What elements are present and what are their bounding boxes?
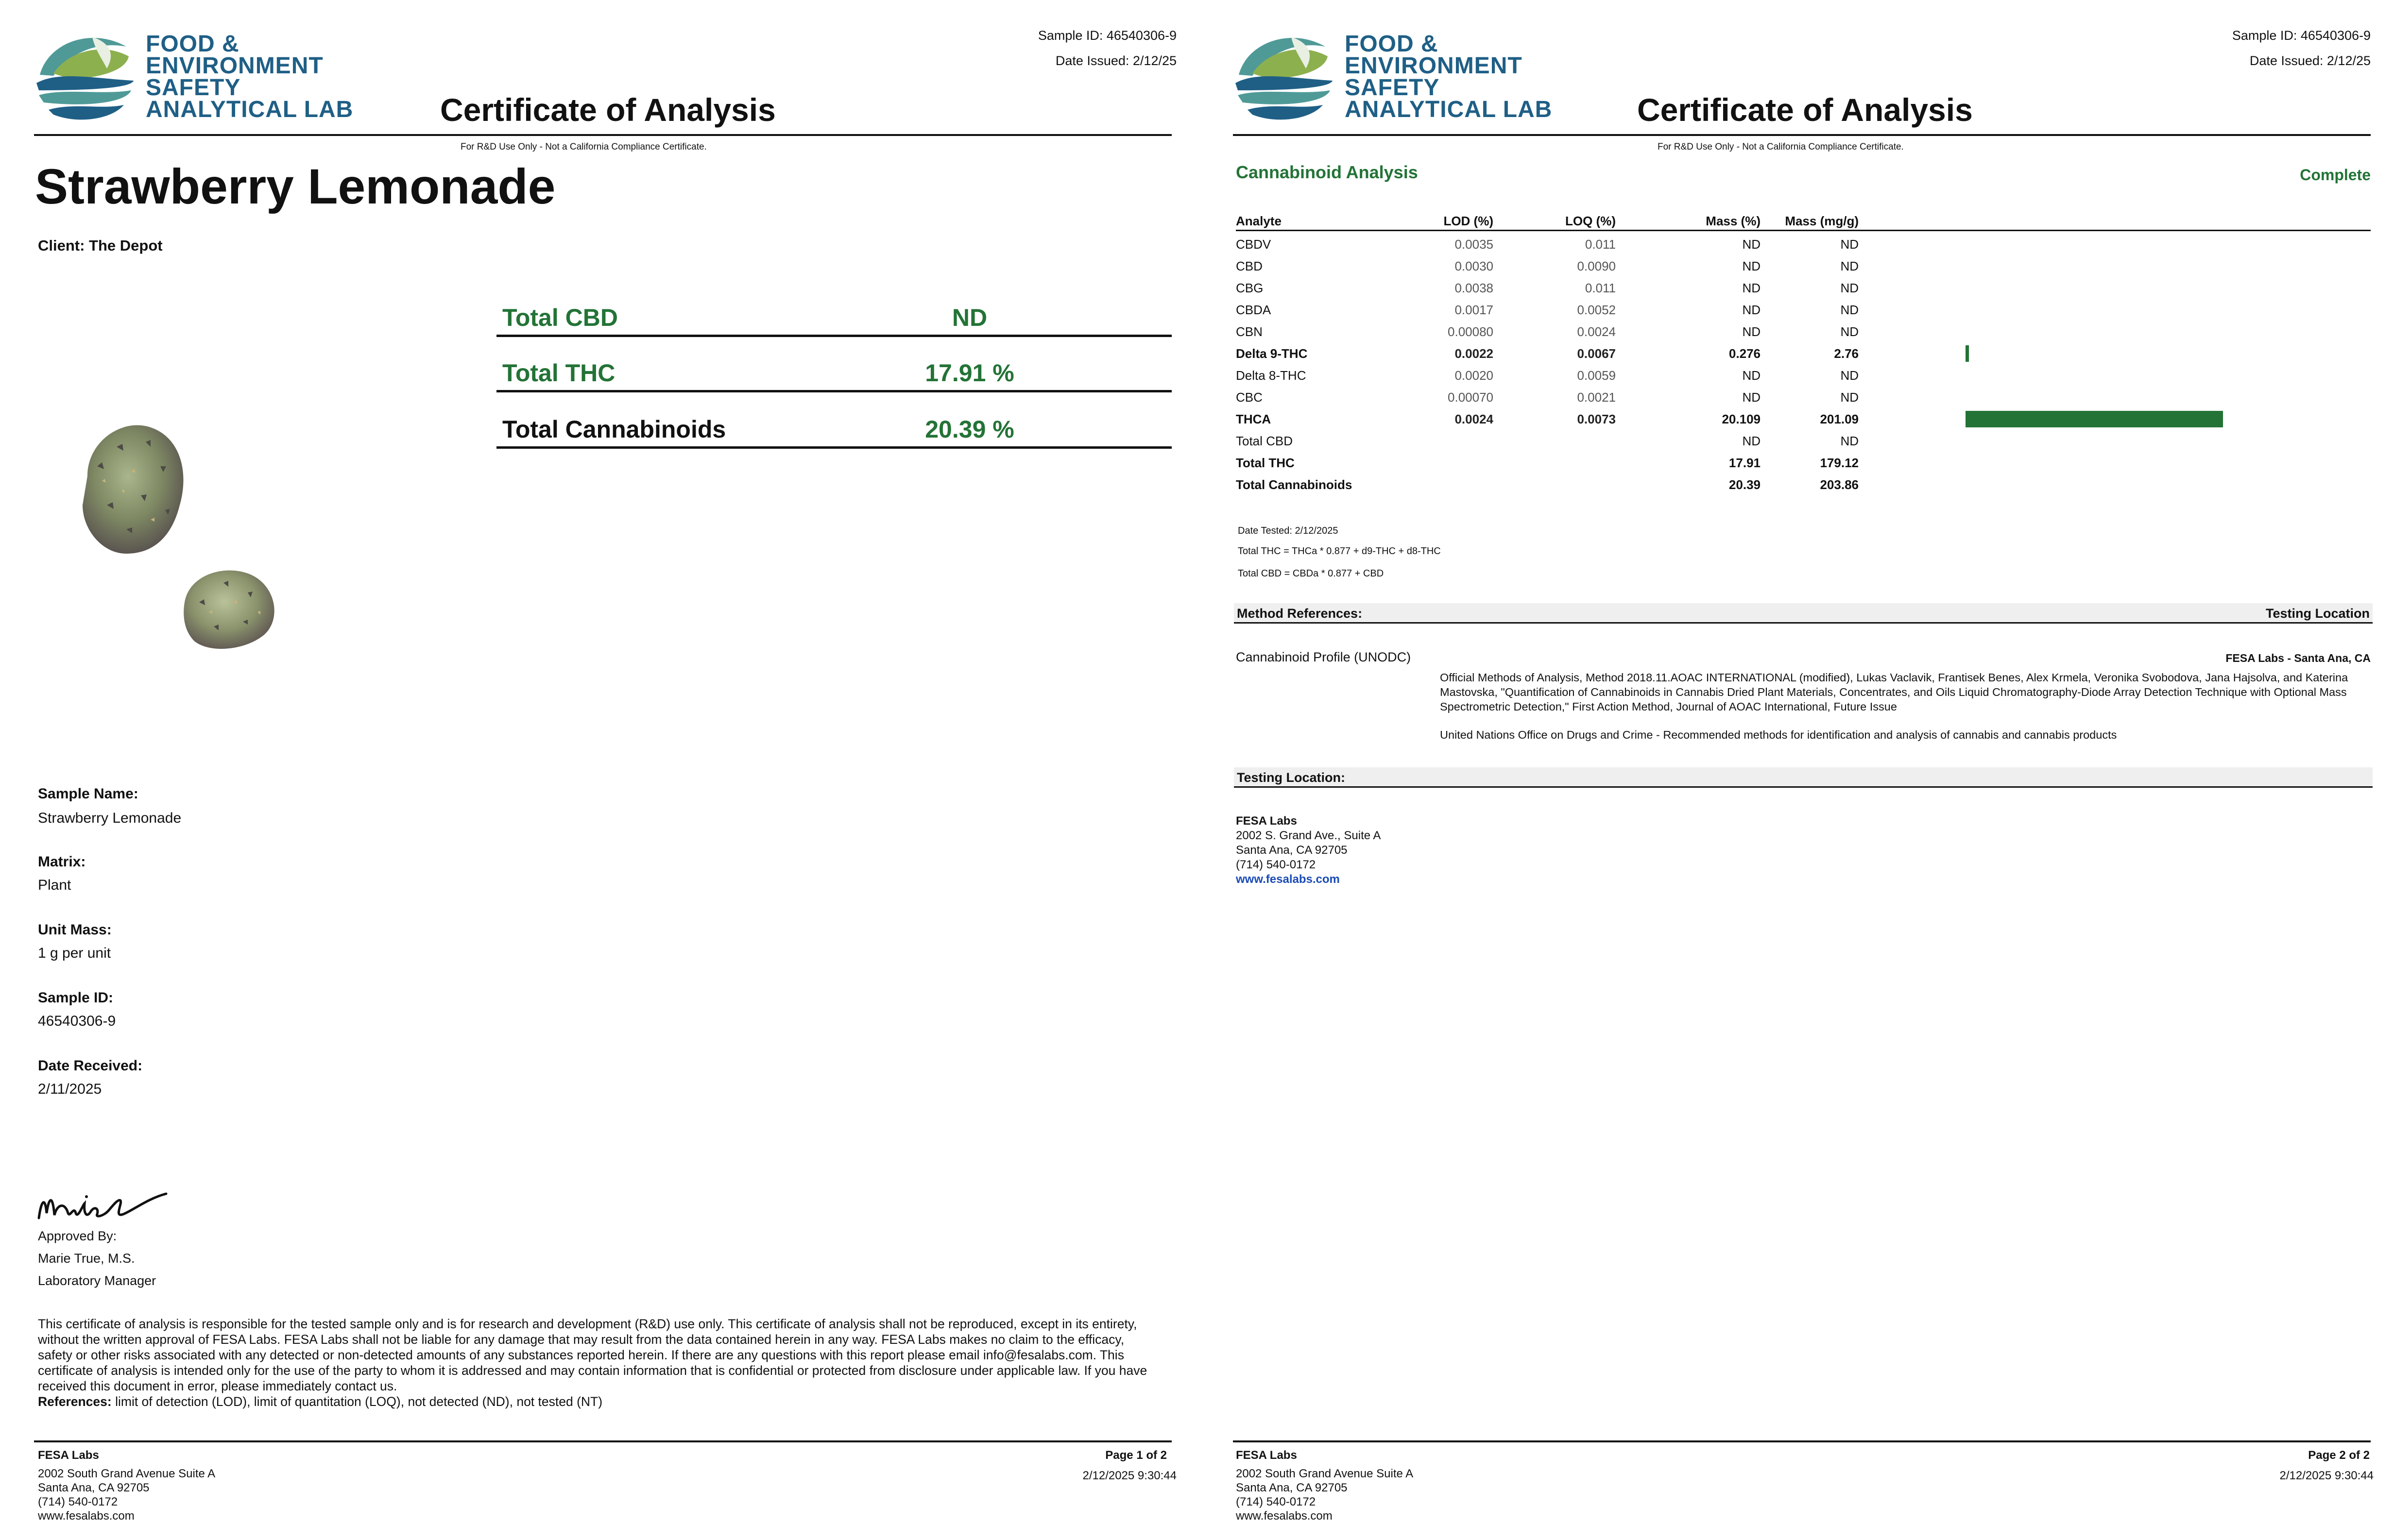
cell-analyte: Total Cannabinoids [1236,477,1352,492]
logo-line: ENVIRONMENT [1345,53,1522,79]
cell-analyte: Total THC [1236,456,1295,470]
footer-address2: Santa Ana, CA 92705 [38,1481,150,1494]
footer-web: www.fesalabs.com [38,1509,135,1523]
location-phone: (714) 540-0172 [1236,858,1316,871]
total-cbd-label: Total CBD [502,304,618,331]
cell-lod: 0.0024 [1454,412,1493,426]
cell-lod: 0.00070 [1448,390,1493,405]
header-rule [1233,134,2371,136]
cell-mass-mg: ND [1840,434,1859,448]
footer-address1: 2002 South Grand Avenue Suite A [1236,1467,1414,1480]
date-issued-header: Date Issued: 2/12/25 [2249,53,2371,68]
testing-location-band [1234,767,2373,788]
product-name: Strawberry Lemonade [35,159,556,214]
cell-analyte: CBG [1236,281,1264,295]
footer-phone: (714) 540-0172 [1236,1495,1316,1508]
sample-name-value: Strawberry Lemonade [38,810,182,826]
total-cbd-row [496,287,1172,337]
approver-title: Laboratory Manager [38,1273,156,1288]
lab-logo-text [1345,33,1552,120]
sample-id-header: Sample ID: 46540306-9 [2232,28,2371,43]
testing-location-label: Testing Location: [1237,770,1345,785]
cell-mass-pct: ND [1742,324,1761,339]
cell-loq: 0.0059 [1577,368,1616,383]
cell-mass-pct: 20.109 [1722,412,1761,426]
cell-lod: 0.0038 [1454,281,1493,295]
date-received-value: 2/11/2025 [38,1081,102,1097]
method-name: Cannabinoid Profile (UNODC) [1236,650,1411,664]
cell-mass-pct: 17.91 [1728,456,1761,470]
approved-by-label: Approved By: [38,1229,117,1243]
table-row [1236,254,2371,276]
col-analyte: Analyte [1236,214,1282,228]
cell-mass-pct: ND [1742,303,1761,317]
cell-mass-pct: ND [1742,390,1761,405]
footer-address2: Santa Ana, CA 92705 [1236,1481,1348,1494]
total-thc-label: Total THC [502,359,616,387]
logo-line: FOOD & [146,31,239,57]
lab-logo [34,22,354,129]
total-thc-row [496,342,1172,392]
testing-location-block [1236,814,1381,887]
table-row [1236,451,2371,473]
total-cbd-value: ND [952,304,988,331]
signature-image [36,1184,182,1228]
col-mass-pct: Mass (%) [1706,214,1761,228]
cannabinoid-analysis-title: Cannabinoid Analysis [1236,162,1418,182]
date-issued-header: Date Issued: 2/12/25 [1055,53,1177,68]
disclaimer-text [38,1316,1155,1409]
footer-timestamp: 2/12/2025 9:30:44 [2279,1469,2374,1482]
cell-mass-mg: ND [1840,303,1859,317]
logo-line: ANALYTICAL LAB [146,97,354,122]
cell-analyte: Delta 8-THC [1236,368,1306,383]
location-address2: Santa Ana, CA 92705 [1236,844,1348,857]
col-loq: LOQ (%) [1565,214,1616,228]
logo-line: ANALYTICAL LAB [1345,97,1553,122]
location-address1: 2002 S. Grand Ave., Suite A [1236,829,1381,842]
cell-lod: 0.0017 [1454,303,1493,317]
table-row [1236,276,2371,298]
table-row [1236,407,2371,429]
cell-mass-pct: ND [1742,259,1761,273]
method-references-label: Method References: [1237,606,1363,621]
sample-name-label: Sample Name: [38,786,138,802]
cell-mass-pct: 20.39 [1728,477,1761,492]
cbd-formula: Total CBD = CBDa * 0.877 + CBD [1238,568,1384,579]
lab-logo [1233,22,1553,129]
cell-loq: 0.0021 [1577,390,1616,405]
total-cannabinoids-label: Total Cannabinoids [502,416,726,443]
lab-logo-text [146,33,353,120]
rnd-notice: For R&D Use Only - Not a California Compliance Certificate. [1658,142,1904,152]
cell-lod: 0.0020 [1454,368,1493,383]
cell-analyte: CBD [1236,259,1263,273]
method-location: FESA Labs - Santa Ana, CA [2225,652,2371,664]
cell-mass-mg: ND [1840,259,1859,273]
table-row [1236,232,2371,254]
location-website-link[interactable]: www.fesalabs.com [1236,873,1340,886]
footer-page-number: Page 2 of 2 [2308,1449,2370,1462]
footer-timestamp: 2/12/2025 9:30:44 [1082,1469,1177,1482]
rnd-notice: For R&D Use Only - Not a California Compliance Certificate. [461,142,707,152]
footer-rule [1233,1440,2371,1442]
sample-id-value: 46540306-9 [38,1013,116,1029]
cell-analyte: CBDA [1236,303,1271,317]
references-label: References: [38,1394,112,1409]
references-text: limit of detection (LOD), limit of quantitation (LOQ), not detected (ND), not tested (NT) [115,1394,603,1409]
logo-line: SAFETY [1345,75,1440,101]
logo-line: SAFETY [146,75,241,101]
unit-mass-value: 1 g per unit [38,945,111,961]
cell-analyte: Delta 9-THC [1236,346,1308,361]
analysis-status: Complete [2300,166,2371,184]
date-received-label: Date Received: [38,1058,143,1074]
footer-address1: 2002 South Grand Avenue Suite A [38,1467,216,1480]
cell-loq: 0.0052 [1577,303,1616,317]
matrix-value: Plant [38,877,71,893]
method-reference-unodc: United Nations Office on Drugs and Crime - Recommended methods for identification and analysis of cannabis and cannabis products [1440,728,2117,741]
mass-bar [1966,345,1969,362]
footer-rule [34,1440,1172,1442]
cell-mass-pct: ND [1742,434,1761,448]
table-row [1236,298,2371,320]
approver-name: Marie True, M.S. [38,1251,135,1266]
cell-lod: 0.0030 [1454,259,1493,273]
footer-web: www.fesalabs.com [1236,1509,1333,1523]
cell-analyte: THCA [1236,412,1271,426]
unit-mass-label: Unit Mass: [38,922,112,938]
cell-analyte: CBC [1236,390,1263,405]
footer-page-number: Page 1 of 2 [1105,1449,1167,1462]
certificate-title: Certificate of Analysis [1637,92,1973,128]
cell-mass-pct: ND [1742,368,1761,383]
table-row [1236,429,2371,451]
thc-formula: Total THC = THCa * 0.877 + d9-THC + d8-THC [1238,546,1441,557]
date-tested: Date Tested: 2/12/2025 [1238,525,1338,536]
col-lod: LOD (%) [1443,214,1493,228]
cell-loq: 0.0090 [1577,259,1616,273]
cell-loq: 0.011 [1585,237,1616,252]
header-rule [34,134,1172,136]
total-cannabinoids-row [496,398,1172,449]
mass-bar [1966,411,2223,427]
table-row [1236,473,2371,494]
cell-lod: 0.00080 [1448,324,1493,339]
cell-mass-mg: ND [1840,368,1859,383]
footer-company: FESA Labs [38,1449,99,1462]
total-thc-value: 17.91 % [925,359,1014,387]
cell-mass-mg: 2.76 [1834,346,1859,361]
table-row [1236,385,2371,407]
footer-phone: (714) 540-0172 [38,1495,118,1508]
cell-mass-mg: ND [1840,281,1859,295]
cell-lod: 0.0022 [1454,346,1493,361]
cannabis-flower-photo [68,408,321,680]
cell-mass-pct: 0.276 [1728,346,1761,361]
lab-logo-emblem-icon [1233,22,1335,126]
testing-location-header: Testing Location [2266,606,2370,621]
table-row [1236,320,2371,341]
coa-page-2 [1197,0,2394,1540]
cell-loq: 0.0067 [1577,346,1616,361]
certificate-title: Certificate of Analysis [440,92,776,128]
total-cannabinoids-value: 20.39 % [925,416,1014,443]
cell-loq: 0.0073 [1577,412,1616,426]
table-row [1236,341,2371,363]
disclaimer-body: This certificate of analysis is responsible for the tested sample only and is for research and development (R&D) use only. This certificate of analysis shall not be reproduced, except in its entirety, without the written approval of FESA Labs. FESA Labs shall not be liable for any damage that may result from the data contained herein in any way. FESA Labs makes no claim to the efficacy, safety or other risks associated with any detected or non-detected amounts of any substances reported herein. If there are any questions with this report please email info@fesalabs.com. This certificate of analysis is intended only for the use of the party to whom it is addressed and may contain information that is confidential or protected from disclosure under applicable law. If you have received this document in error, please immediately contact us. [38,1317,1147,1393]
method-references-band [1234,603,2373,624]
cell-mass-mg: ND [1840,237,1859,252]
cannabinoid-table-header [1236,214,2371,231]
cell-mass-pct: ND [1742,281,1761,295]
logo-line: FOOD & [1345,31,1438,57]
cell-mass-pct: ND [1742,237,1761,252]
cell-mass-mg: 201.09 [1820,412,1859,426]
client-name: Client: The Depot [38,237,163,254]
matrix-label: Matrix: [38,854,86,870]
cell-loq: 0.0024 [1577,324,1616,339]
cell-mass-mg: 203.86 [1820,477,1859,492]
table-row [1236,363,2371,385]
location-name: FESA Labs [1236,814,1297,828]
cell-analyte: CBDV [1236,237,1271,252]
cell-analyte: CBN [1236,324,1263,339]
cell-analyte: Total CBD [1236,434,1293,448]
method-reference-aoac: Official Methods of Analysis, Method 2018.11.AOAC INTERNATIONAL (modified), Lukas Vaclavik, Frantisek Benes, Alex Krmela, Veronika Svobodova, Jana Hajsolva, and Katerina Mastovska, "Quantification of Cannabinoids in Cannabis Dried Plant Materials, Concentrates, and Oils Liquid Chromatography-Diode Array Detection Technique with Optional Mass Spectrometric Detection," First Action Method, Journal of AOAC International, Future Issue [1440,671,2348,713]
sample-id-label: Sample ID: [38,990,114,1006]
sample-id-header: Sample ID: 46540306-9 [1038,28,1177,43]
cell-lod: 0.0035 [1454,237,1493,252]
logo-line: ENVIRONMENT [146,53,324,79]
footer-company: FESA Labs [1236,1449,1297,1462]
col-mass-mg: Mass (mg/g) [1785,214,1859,228]
cell-mass-mg: ND [1840,324,1859,339]
lab-logo-emblem-icon [34,22,136,126]
cell-mass-mg: ND [1840,390,1859,405]
cell-mass-mg: 179.12 [1820,456,1859,470]
cell-loq: 0.011 [1585,281,1616,295]
